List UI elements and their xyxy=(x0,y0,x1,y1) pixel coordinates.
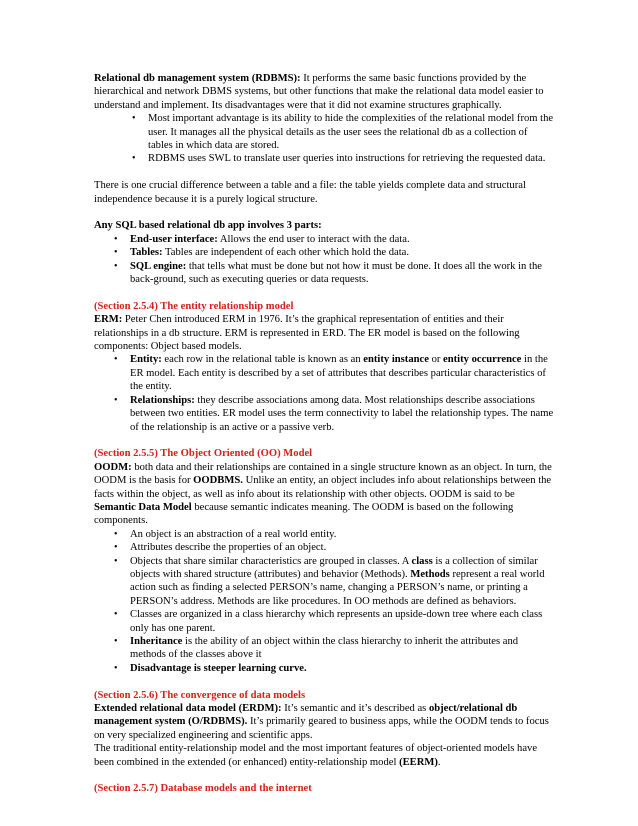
bullet-icon: • xyxy=(114,542,118,554)
bullet-icon: • xyxy=(114,609,118,621)
bullet-icon: • xyxy=(114,247,118,259)
table-file-difference-paragraph: There is one crucial difference between a table and a file: the table yields complete data and structural independence because it is a purely logical structure. xyxy=(94,180,526,205)
bullet-icon: • xyxy=(114,528,118,540)
list-item: • SQL engine: that tells what must be done but not how it must be done. It does all the work in the back-ground, such as executing queries or data requests. xyxy=(114,260,542,286)
bullet-icon: • xyxy=(114,260,118,272)
bullet-icon: • xyxy=(114,394,118,406)
erm-bullet-list xyxy=(94,353,554,433)
sql-bullet-list xyxy=(94,233,554,287)
erm-paragraph: ERM: Peter Chen introduced ERM in 1976. It’s the graphical representation of entities and their relationships in a db structure. ERM is represented in ERD. The ER model is based on the following components: Object based models. xyxy=(94,314,520,353)
rdbms-bullet-list xyxy=(94,112,554,166)
document-page xyxy=(94,72,554,796)
list-item: • Most important advantage is its ability to hide the complexities of the relational model from the user. It manages all the physical details as the user sees the relational db as a collection of tables in which data are stored. xyxy=(132,113,554,152)
bullet-icon: • xyxy=(114,233,118,245)
section-heading-internet: (Section 2.5.7) Database models and the internet xyxy=(94,783,312,795)
bullet-icon: • xyxy=(114,662,118,674)
list-item: • Objects that share similar characteristics are grouped in classes. A class is a collection of similar objects with shared structure (attributes) and behavior (Methods). Methods represent a real world action such as finding a selected PERSON’s name, changing a PERSON’s name, or printing a PERSON’s address. Methods are like procedures. In OO methods are defined as behaviors. xyxy=(114,555,545,607)
section-heading-oodm: (Section 2.5.5) The Object Oriented (OO) Model xyxy=(94,448,313,460)
section-heading-erm: (Section 2.5.4) The entity relationship model xyxy=(94,300,294,312)
oodm-paragraph: OODM: both data and their relationships are contained in a single structure known as an object. In turn, the OODM is the basis for OODBMS. Unlike an entity, an object includes info about relationships between the facts within the object, as well as info about its relationship with other objects. OODM is said to be Semantic Data Model because semantic indicates meaning. The OODM is based on the following components. xyxy=(94,461,552,527)
list-item: • Inheritance is the ability of an object within the class hierarchy to inherit the attributes and methods of the classes above it xyxy=(114,636,519,661)
bullet-icon: • xyxy=(114,354,118,366)
rdbms-paragraph: Relational db management system (RDBMS): It performs the same basic functions provided by the hierarchical and network DBMS systems, but other functions that make the relational data model easier to understand and implement. Its disadvantages were that it did not examine structures graphically. xyxy=(94,73,544,111)
section-heading-convergence: (Section 2.5.6) The convergence of data models xyxy=(94,689,306,701)
list-item: • End-user interface: Allows the end user to interact with the data. xyxy=(114,233,410,245)
list-item: • Relationships: they describe associations among data. Most relationships describe associations between two entities. ER model uses the term connectivity to label the relationship types. The name of the relationship is an active or a passive verb. xyxy=(114,394,554,433)
list-item: • Attributes describe the properties of an object. xyxy=(114,542,327,554)
list-item: • An object is an abstraction of a real world entity. xyxy=(114,528,337,540)
bullet-icon: • xyxy=(114,636,118,647)
eerm-paragraph: The traditional entity-relationship model and the most important features of object-oriented models have been combined in the extended (or enhanced) entity-relationship model (EERM). xyxy=(94,743,538,768)
list-item: • Tables: Tables are independent of each other which hold the data. xyxy=(114,247,410,259)
sql-heading: Any SQL based relational db app involves 3 parts: xyxy=(94,220,322,232)
bullet-icon: • xyxy=(132,153,136,165)
oodm-bullet-list xyxy=(94,528,554,675)
bullet-icon: • xyxy=(114,555,118,567)
list-item: • RDBMS uses SWL to translate user queries into instructions for retrieving the requested data. xyxy=(132,153,546,165)
list-item: • Classes are organized in a class hierarchy which represents an upside-down tree where each class only has one parent. xyxy=(114,609,543,634)
list-item: • Entity: each row in the relational table is known as an entity instance or entity occurrence in the ER model. Each entity is described by a set of attributes that describes particular characteristics of the entity. xyxy=(114,354,548,393)
erdm-paragraph: Extended relational data model (ERDM): It’s semantic and it’s described as object/relational db management system (O/RDBMS). It’s primarily geared to business apps, while the OODM tends to focus on very specialized engineering and scientific apps. xyxy=(94,703,549,741)
list-item: • Disadvantage is steeper learning curve. xyxy=(114,662,307,674)
rdbms-heading: Relational db management system (RDBMS): xyxy=(94,73,301,84)
bullet-icon: • xyxy=(132,113,136,125)
